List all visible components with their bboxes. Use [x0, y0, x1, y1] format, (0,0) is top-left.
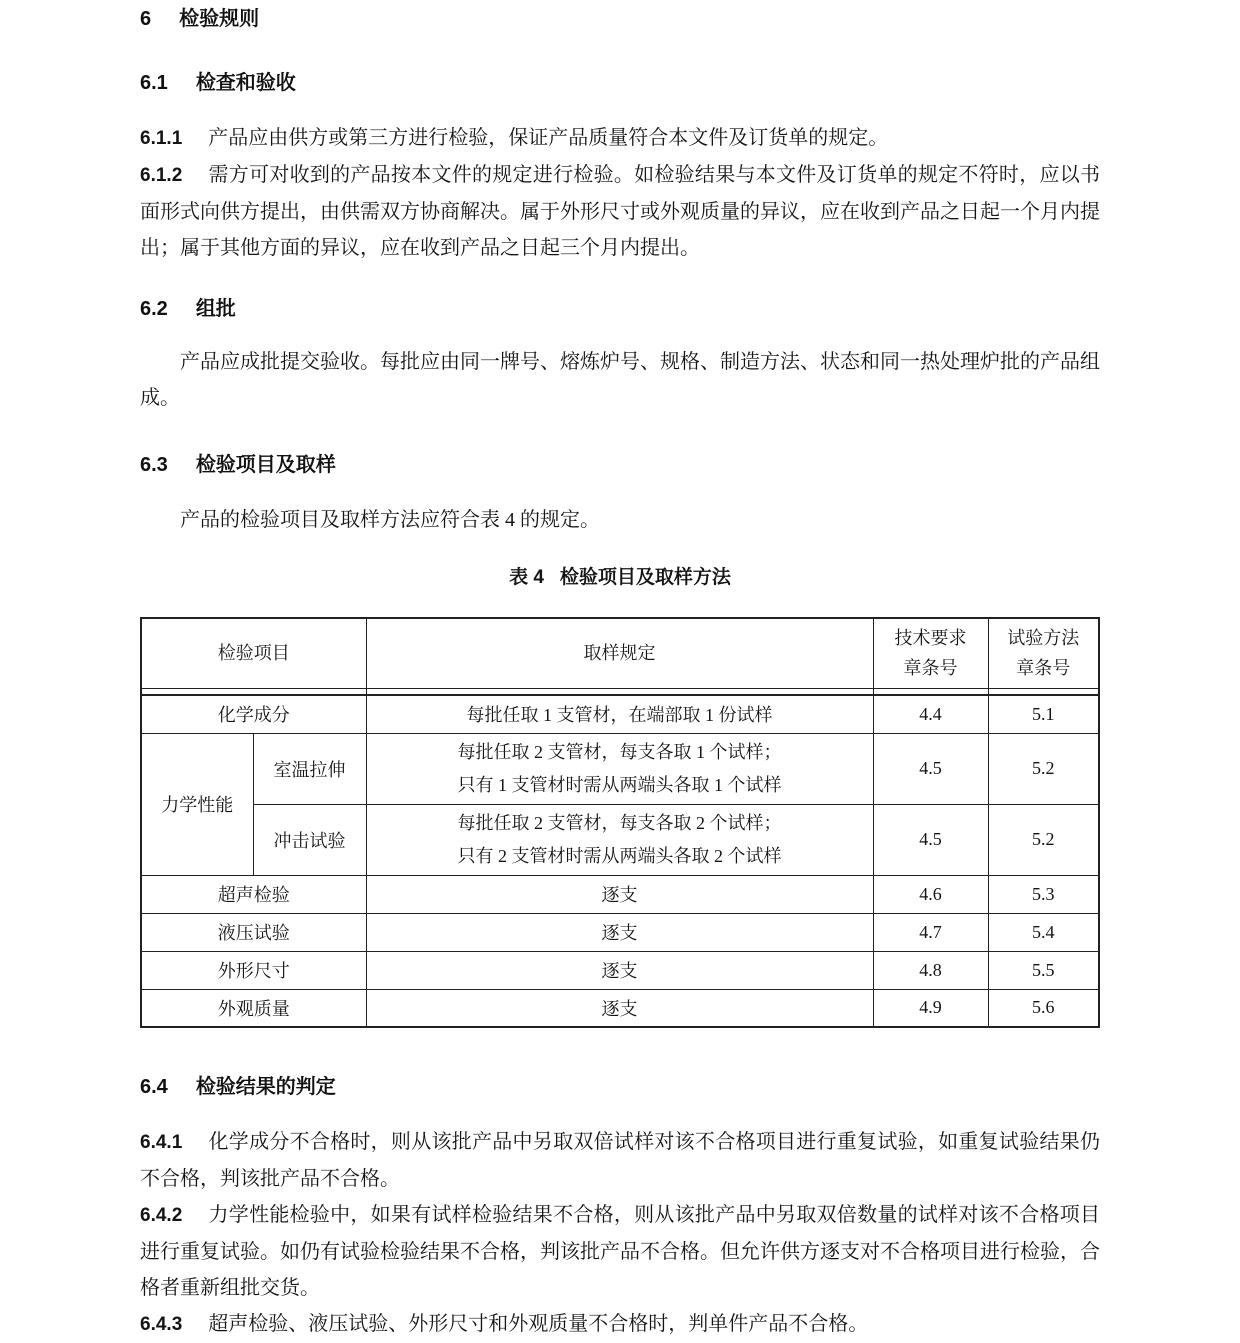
table-4-label: 表 4 — [509, 567, 544, 588]
table-row-chemical — [141, 695, 1099, 733]
clause-6-4-title: 检验结果的判定 — [195, 1076, 336, 1098]
hydraulic-sampling-cell: 逐支 — [366, 913, 873, 951]
dimensions-sampling-cell: 逐支 — [366, 951, 873, 989]
impact-item-cell: 冲击试验 — [253, 804, 366, 875]
chem-sampling-cell: 每批任取 1 支管材，在端部取 1 份试样 — [366, 695, 873, 733]
tensile-sampling-line2: 只有 1 支管材时需从两端头各取 1 个试样 — [457, 774, 782, 795]
mech-group-cell: 力学性能 — [141, 733, 253, 875]
impact-method-cell: 5.2 — [988, 804, 1099, 875]
paragraph-6-1-1-number: 6.1.1 — [140, 128, 183, 149]
ultrasonic-method-cell: 5.3 — [988, 875, 1099, 913]
header-tech-cell — [873, 618, 988, 688]
clause-6-3-title: 检验项目及取样 — [195, 454, 336, 476]
paragraph-6-1-2 — [140, 157, 1100, 266]
clause-6-3-heading — [140, 452, 1100, 478]
header-method-line1: 试验方法 — [1007, 628, 1080, 649]
appearance-tech-cell: 4.9 — [873, 989, 988, 1027]
header-divider-row — [141, 688, 1099, 695]
clause-6-1-title: 检查和验收 — [195, 72, 296, 94]
tensile-item-cell: 室温拉伸 — [253, 733, 366, 804]
paragraph-6-4-3-text: 超声检验、液压试验、外形尺寸和外观质量不合格时，判单件产品不合格。 — [208, 1313, 869, 1335]
clause-6-title: 检验规则 — [179, 8, 260, 30]
tensile-sampling-cell — [366, 733, 873, 804]
header-item-cell: 检验项目 — [141, 618, 366, 688]
table-4-caption — [140, 562, 1100, 589]
clause-6-heading — [140, 6, 1100, 32]
appearance-method-cell: 5.6 — [988, 989, 1099, 1027]
clause-6-2-number: 6.2 — [140, 298, 168, 320]
table-header-row — [141, 618, 1099, 688]
ultrasonic-item-cell: 超声检验 — [141, 875, 366, 913]
clause-6-2-heading — [140, 296, 1100, 322]
paragraph-6-1-2-number: 6.1.2 — [140, 165, 183, 186]
dimensions-tech-cell: 4.8 — [873, 951, 988, 989]
paragraph-6-4-1 — [140, 1124, 1100, 1197]
header-tech-line2: 章条号 — [903, 658, 958, 679]
clause-6-4-number: 6.4 — [140, 1076, 168, 1098]
hydraulic-method-cell: 5.4 — [988, 913, 1099, 951]
ultrasonic-sampling-cell: 逐支 — [366, 875, 873, 913]
paragraph-6-3: 产品的检验项目及取样方法应符合表 4 的规定。 — [180, 509, 600, 531]
paragraph-6-1-1 — [140, 120, 1100, 157]
clause-6-3-number: 6.3 — [140, 454, 168, 476]
clause-6-1-number: 6.1 — [140, 72, 168, 94]
table-row-hydraulic — [141, 913, 1099, 951]
clause-6-2-title: 组批 — [195, 298, 236, 320]
header-sampling-cell: 取样规定 — [366, 618, 873, 688]
clause-6-number: 6 — [140, 8, 152, 30]
paragraph-6-1-1-text: 产品应由供方或第三方进行检验，保证产品质量符合本文件及订货单的规定。 — [208, 127, 889, 149]
header-method-cell — [988, 618, 1099, 688]
tensile-tech-cell: 4.5 — [873, 733, 988, 804]
paragraph-6-4-3 — [140, 1306, 1100, 1343]
chem-method-cell: 5.1 — [988, 695, 1099, 733]
table-row-ultrasonic — [141, 875, 1099, 913]
appearance-item-cell: 外观质量 — [141, 989, 366, 1027]
table-row-impact — [141, 804, 1099, 875]
table-row-appearance — [141, 989, 1099, 1027]
document-page — [140, 0, 1100, 1343]
clause-6-4-heading — [140, 1074, 1100, 1100]
impact-sampling-cell — [366, 804, 873, 875]
appearance-sampling-cell: 逐支 — [366, 989, 873, 1027]
table-4-title: 检验项目及取样方法 — [559, 567, 731, 588]
paragraph-6-4-2-text: 力学性能检验中，如果有试样检验结果不合格，则从该批产品中另取双倍数量的试样对该不合格项目进行重复试验。如仍有试验检验结果不合格，判该批产品不合格。但允许供方逐支对不合格项目进行检验，合格者重新组批交货。 — [140, 1204, 1100, 1299]
inspection-items-table — [140, 617, 1100, 1028]
paragraph-6-1-2-text: 需方可对收到的产品按本文件的规定进行检验。如检验结果与本文件及订货单的规定不符时，应以书面形式向供方提出，由供需双方协商解决。属于外形尺寸或外观质量的异议，应在收到产品之日起一个月内提出；属于其他方面的异议，应在收到产品之日起三个月内提出。 — [140, 164, 1100, 259]
dimensions-item-cell: 外形尺寸 — [141, 951, 366, 989]
table-row-dimensions — [141, 951, 1099, 989]
chem-item-cell: 化学成分 — [141, 695, 366, 733]
impact-sampling-line2: 只有 2 支管材时需从两端头各取 2 个试样 — [457, 845, 782, 866]
paragraph-6-2: 产品应成批提交验收。每批应由同一牌号、熔炼炉号、规格、制造方法、状态和同一热处理炉批的产品组成。 — [140, 351, 1100, 409]
tensile-sampling-line1: 每批任取 2 支管材，每支各取 1 个试样； — [457, 741, 782, 762]
paragraph-6-4-1-number: 6.4.1 — [140, 1132, 183, 1153]
hydraulic-tech-cell: 4.7 — [873, 913, 988, 951]
table-row-tensile — [141, 733, 1099, 804]
tensile-method-cell: 5.2 — [988, 733, 1099, 804]
hydraulic-item-cell: 液压试验 — [141, 913, 366, 951]
paragraph-6-4-2-number: 6.4.2 — [140, 1205, 183, 1226]
clause-6-1-heading — [140, 70, 1100, 96]
chem-tech-cell: 4.4 — [873, 695, 988, 733]
impact-sampling-line1: 每批任取 2 支管材，每支各取 2 个试样； — [457, 812, 782, 833]
paragraph-6-4-3-number: 6.4.3 — [140, 1314, 183, 1335]
dimensions-method-cell: 5.5 — [988, 951, 1099, 989]
impact-tech-cell: 4.5 — [873, 804, 988, 875]
header-tech-line1: 技术要求 — [894, 628, 967, 649]
paragraph-6-4-1-text: 化学成分不合格时，则从该批产品中另取双倍试样对该不合格项目进行重复试验，如重复试验结果仍不合格，判该批产品不合格。 — [140, 1131, 1100, 1190]
ultrasonic-tech-cell: 4.6 — [873, 875, 988, 913]
paragraph-6-4-2 — [140, 1197, 1100, 1306]
header-method-line2: 章条号 — [1016, 658, 1071, 679]
